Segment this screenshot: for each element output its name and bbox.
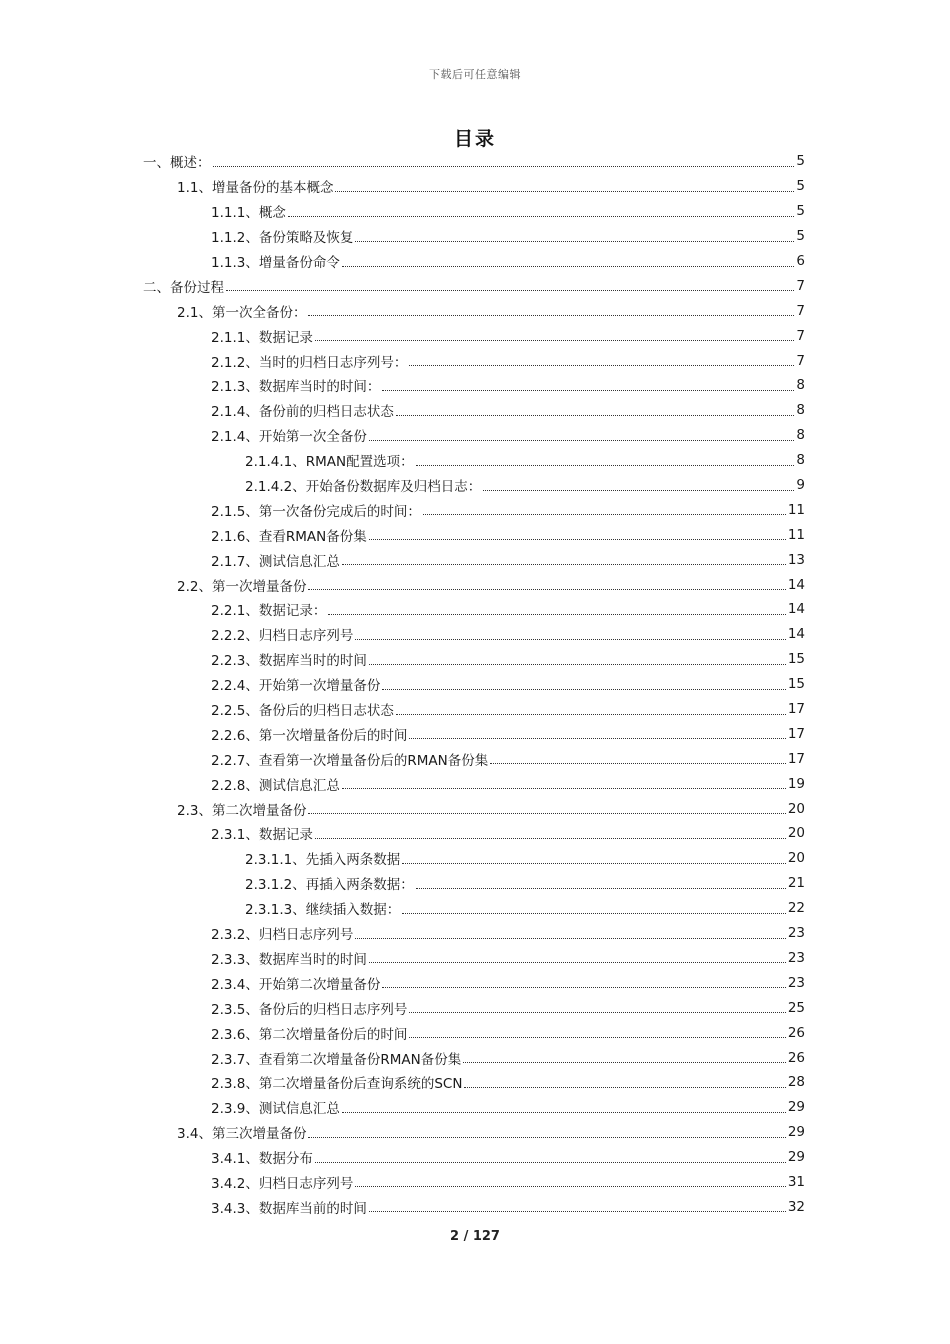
toc-leader-dots — [288, 216, 795, 217]
toc-leader-dots — [342, 788, 786, 789]
toc-leader-dots — [369, 664, 786, 665]
toc-leader-dots — [483, 490, 794, 491]
toc-entry-page-number: 29 — [787, 1149, 805, 1166]
toc-entry-page-number: 7 — [796, 277, 805, 294]
toc-entry[interactable] — [0, 846, 805, 871]
toc-entry[interactable] — [0, 547, 805, 572]
toc-entry-label: 2.2.5、备份后的归档日志状态 — [211, 703, 394, 720]
toc-entry-label: 2.3.6、第二次增量备份后的时间 — [211, 1026, 408, 1043]
toc-entry-page-number: 14 — [787, 601, 805, 618]
toc-leader-dots — [464, 1087, 785, 1088]
toc-entry[interactable] — [0, 1020, 805, 1045]
toc-entry-label: 2.3.7、查看第二次增量备份RMAN备份集 — [211, 1051, 462, 1068]
toc-entry-label: 2.1.7、测试信息汇总 — [211, 553, 340, 570]
page-header: 下载后可任意编辑 — [429, 68, 521, 81]
toc-leader-dots — [308, 813, 785, 814]
toc-entry-page-number: 14 — [787, 576, 805, 593]
toc-title: 目录 — [453, 128, 496, 150]
toc-leader-dots — [369, 1211, 786, 1212]
toc-entry-label: 2.2.4、开始第一次增量备份 — [211, 678, 381, 695]
toc-entry-label: 2.2.1、数据记录： — [211, 603, 327, 620]
toc-entry[interactable] — [0, 199, 805, 224]
toc-leader-dots — [369, 962, 786, 963]
toc-entry-page-number: 8 — [796, 402, 805, 419]
toc-entry[interactable] — [0, 1045, 805, 1070]
toc-leader-dots — [409, 738, 785, 739]
toc-entry-page-number: 23 — [787, 974, 805, 991]
toc-list — [0, 149, 950, 1219]
toc-entry-page-number: 26 — [787, 1024, 805, 1041]
toc-leader-dots — [409, 365, 794, 366]
toc-entry-label: 1.1.1、概念 — [211, 205, 286, 222]
toc-entry-page-number: 21 — [787, 875, 805, 892]
toc-leader-dots — [226, 290, 794, 291]
toc-entry-label: 二、备份过程 — [143, 279, 224, 296]
toc-leader-dots — [355, 241, 794, 242]
toc-entry-label: 2.2.7、查看第一次增量备份后的RMAN备份集 — [211, 752, 489, 769]
toc-entry-page-number: 28 — [787, 1074, 805, 1091]
toc-entry[interactable] — [0, 1070, 805, 1095]
toc-entry-page-number: 8 — [796, 427, 805, 444]
toc-entry[interactable] — [0, 1120, 805, 1145]
toc-entry[interactable] — [0, 323, 805, 348]
toc-entry-label: 2.2.2、归档日志序列号 — [211, 628, 354, 645]
toc-entry-label: 2.3.8、第二次增量备份后查询系统的SCN — [211, 1076, 463, 1093]
toc-leader-dots — [355, 1186, 785, 1187]
toc-entry[interactable] — [0, 896, 805, 921]
toc-leader-dots — [335, 191, 794, 192]
toc-leader-dots — [423, 514, 786, 515]
toc-leader-dots — [315, 1162, 786, 1163]
toc-leader-dots — [342, 1112, 786, 1113]
toc-entry-label: 3.4.1、数据分布 — [211, 1151, 313, 1168]
toc-entry-label: 2.2.6、第一次增量备份后的时间 — [211, 727, 408, 744]
toc-entry-page-number: 32 — [787, 1198, 805, 1215]
toc-entry-page-number: 9 — [796, 477, 805, 494]
toc-entry-label: 2.3.1.2、再插入两条数据： — [245, 877, 414, 894]
toc-entry-page-number: 22 — [787, 900, 805, 917]
toc-entry-page-number: 5 — [796, 178, 805, 195]
toc-entry[interactable] — [0, 1194, 805, 1219]
toc-entry-page-number: 15 — [787, 651, 805, 668]
toc-entry-label: 3.4.3、数据库当前的时间 — [211, 1200, 367, 1217]
toc-entry[interactable] — [0, 697, 805, 722]
toc-entry[interactable] — [0, 249, 805, 274]
toc-entry[interactable] — [0, 597, 805, 622]
toc-entry[interactable] — [0, 647, 805, 672]
toc-leader-dots — [328, 614, 785, 615]
toc-leader-dots — [355, 639, 785, 640]
toc-entry-page-number: 8 — [796, 377, 805, 394]
toc-leader-dots — [409, 1012, 785, 1013]
toc-entry-label: 2.1.4、开始第一次全备份 — [211, 429, 367, 446]
toc-entry[interactable] — [0, 672, 805, 697]
toc-entry-page-number: 29 — [787, 1124, 805, 1141]
toc-entry[interactable] — [0, 348, 805, 373]
toc-entry-label: 3.4.2、归档日志序列号 — [211, 1175, 354, 1192]
toc-leader-dots — [342, 266, 795, 267]
toc-entry[interactable] — [0, 423, 805, 448]
toc-entry[interactable] — [0, 373, 805, 398]
toc-entry-page-number: 20 — [787, 825, 805, 842]
toc-leader-dots — [369, 440, 795, 441]
toc-leader-dots — [396, 415, 795, 416]
toc-leader-dots — [382, 390, 794, 391]
toc-entry-page-number: 5 — [796, 228, 805, 245]
toc-entry[interactable] — [0, 398, 805, 423]
toc-entry[interactable] — [0, 970, 805, 995]
toc-leader-dots — [308, 1137, 785, 1138]
toc-entry[interactable] — [0, 149, 805, 174]
toc-entry-page-number: 20 — [787, 800, 805, 817]
toc-entry[interactable] — [0, 522, 805, 547]
toc-entry-label: 2.3.1.3、继续插入数据： — [245, 902, 401, 919]
toc-entry-label: 一、概述： — [143, 155, 211, 172]
toc-entry[interactable] — [0, 921, 805, 946]
toc-entry[interactable] — [0, 273, 805, 298]
toc-entry-label: 2.1.4.1、RMAN配置选项： — [245, 454, 414, 471]
toc-entry-page-number: 8 — [796, 452, 805, 469]
toc-entry-label: 2.3、第二次增量备份 — [177, 802, 307, 819]
toc-entry-page-number: 5 — [796, 153, 805, 170]
toc-entry-page-number: 14 — [787, 626, 805, 643]
toc-entry[interactable] — [0, 497, 805, 522]
toc-entry-label: 2.1.5、第一次备份完成后的时间： — [211, 503, 421, 520]
toc-leader-dots — [409, 1037, 785, 1038]
toc-leader-dots — [396, 714, 786, 715]
toc-leader-dots — [402, 863, 786, 864]
toc-entry-page-number: 20 — [787, 850, 805, 867]
toc-entry-label: 2.3.3、数据库当时的时间 — [211, 951, 367, 968]
toc-entry-page-number: 17 — [787, 750, 805, 767]
toc-entry[interactable] — [0, 622, 805, 647]
toc-entry-page-number: 29 — [787, 1099, 805, 1116]
toc-leader-dots — [369, 539, 786, 540]
toc-entry-label: 2.1、第一次全备份： — [177, 304, 307, 321]
toc-entry-page-number: 26 — [787, 1049, 805, 1066]
toc-entry-label: 2.3.2、归档日志序列号 — [211, 927, 354, 944]
toc-entry-page-number: 19 — [787, 775, 805, 792]
toc-entry-label: 2.3.1.1、先插入两条数据 — [245, 852, 401, 869]
toc-leader-dots — [402, 913, 786, 914]
toc-entry-label: 2.1.4.2、开始备份数据库及归档日志： — [245, 479, 482, 496]
toc-entry-label: 2.3.9、测试信息汇总 — [211, 1101, 340, 1118]
toc-leader-dots — [416, 465, 795, 466]
toc-entry[interactable] — [0, 298, 805, 323]
toc-entry[interactable] — [0, 572, 805, 597]
toc-entry-page-number: 7 — [796, 327, 805, 344]
toc-entry-label: 2.1.6、查看RMAN备份集 — [211, 528, 367, 545]
toc-entry-label: 2.3.1、数据记录 — [211, 827, 313, 844]
toc-entry[interactable] — [0, 771, 805, 796]
toc-entry[interactable] — [0, 224, 805, 249]
toc-entry-page-number: 17 — [787, 725, 805, 742]
toc-entry-page-number: 7 — [796, 302, 805, 319]
toc-leader-dots — [315, 340, 795, 341]
toc-leader-dots — [416, 888, 786, 889]
toc-leader-dots — [463, 1062, 786, 1063]
toc-entry[interactable] — [0, 448, 805, 473]
toc-entry[interactable] — [0, 821, 805, 846]
toc-entry-label: 2.1.4、备份前的归档日志状态 — [211, 404, 394, 421]
toc-leader-dots — [213, 166, 795, 167]
toc-entry-page-number: 13 — [787, 551, 805, 568]
toc-entry[interactable] — [0, 1095, 805, 1120]
toc-entry-label: 2.2、第一次增量备份 — [177, 578, 307, 595]
toc-entry-label: 2.1.1、数据记录 — [211, 329, 313, 346]
toc-entry[interactable] — [0, 995, 805, 1020]
toc-entry[interactable] — [0, 174, 805, 199]
toc-entry-label: 2.3.4、开始第二次增量备份 — [211, 976, 381, 993]
toc-entry-label: 1.1.3、增量备份命令 — [211, 255, 340, 271]
toc-entry[interactable] — [0, 721, 805, 746]
toc-entry[interactable] — [0, 1145, 805, 1170]
toc-leader-dots — [490, 763, 786, 764]
toc-entry-page-number: 11 — [787, 501, 805, 518]
toc-leader-dots — [382, 689, 785, 690]
toc-entry-page-number: 6 — [796, 253, 805, 269]
toc-entry[interactable] — [0, 796, 805, 821]
toc-entry-page-number: 5 — [796, 203, 805, 220]
toc-entry-page-number: 23 — [787, 925, 805, 942]
toc-leader-dots — [382, 987, 785, 988]
toc-entry-label: 2.1.3、数据库当时的时间： — [211, 379, 381, 396]
toc-entry[interactable] — [0, 473, 805, 498]
toc-entry-page-number: 17 — [787, 701, 805, 718]
toc-entry[interactable] — [0, 746, 805, 771]
toc-entry-label: 2.3.5、备份后的归档日志序列号 — [211, 1001, 408, 1018]
toc-leader-dots — [355, 938, 785, 939]
toc-entry[interactable] — [0, 946, 805, 971]
toc-entry-label: 2.1.2、当时的归档日志序列号： — [211, 354, 408, 371]
toc-leader-dots — [308, 315, 794, 316]
toc-entry-page-number: 7 — [796, 352, 805, 369]
toc-entry[interactable] — [0, 871, 805, 896]
toc-entry-label: 1.1.2、备份策略及恢复 — [211, 230, 354, 247]
toc-leader-dots — [342, 564, 786, 565]
toc-leader-dots — [315, 838, 786, 839]
toc-entry-page-number: 31 — [787, 1173, 805, 1190]
toc-entry-page-number: 15 — [787, 676, 805, 693]
toc-leader-dots — [308, 589, 785, 590]
page-indicator: 2 / 127 — [450, 1229, 500, 1244]
toc-entry-label: 2.2.8、测试信息汇总 — [211, 777, 340, 794]
toc-entry-page-number: 11 — [787, 526, 805, 543]
toc-entry-page-number: 23 — [787, 949, 805, 966]
toc-entry[interactable] — [0, 1170, 805, 1195]
toc-entry-label: 2.2.3、数据库当时的时间 — [211, 653, 367, 670]
toc-entry-label: 1.1、增量备份的基本概念 — [177, 180, 334, 197]
toc-entry-label: 3.4、第三次增量备份 — [177, 1126, 307, 1143]
toc-entry-page-number: 25 — [787, 999, 805, 1016]
